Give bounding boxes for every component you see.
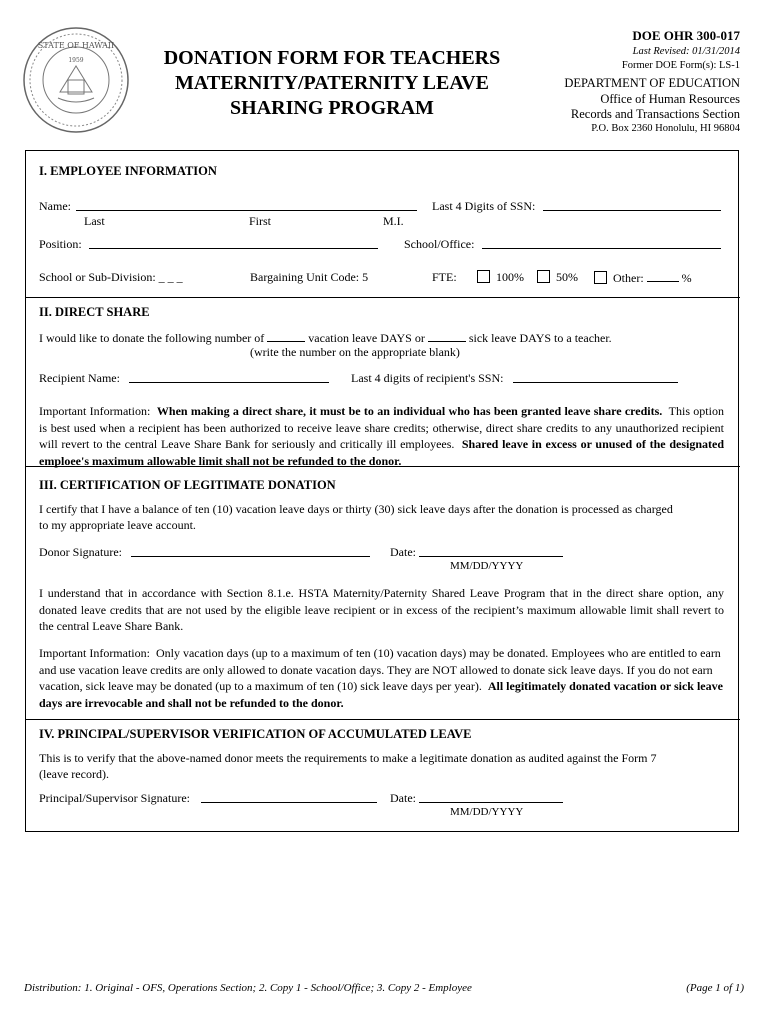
supervisor-date-label: Date: xyxy=(390,791,416,805)
school-office-field[interactable] xyxy=(482,237,721,249)
direct-share-important-info xyxy=(39,403,724,469)
donor-date-field[interactable] xyxy=(419,545,563,557)
sick-days-field[interactable] xyxy=(428,330,466,342)
fte-100-label: 100% xyxy=(496,270,524,284)
fte-label: FTE: xyxy=(432,270,457,284)
donor-signature-field[interactable] xyxy=(131,545,370,557)
donor-signature-label: Donor Signature: xyxy=(39,545,122,559)
donate-days-text-a: I would like to donate the following number of xyxy=(39,331,265,345)
school-office-label: School/Office: xyxy=(404,237,475,251)
mailing-address: P.O. Box 2360 Honolulu, HI 96804 xyxy=(591,123,740,134)
cert-important-text: Only vacation days (up to a maximum of ten (10) vacation days) may be donated. Employees who are entitled to earn and use vacation leave credits are only allowed to donate vacation days. They are NOT allowed to donate sick leave days. If you do not earn vacation, sick leave may be donated (up to a maximum of ten (10) sick leave days per year). xyxy=(39,646,721,693)
distribution-note: Distribution: 1. Original - OFS, Operations Section; 2. Copy 1 - School/Office; 3. Copy 2 - Employee xyxy=(24,982,472,994)
supervisor-signature-label: Principal/Supervisor Signature: xyxy=(39,791,190,805)
fte-100-option[interactable] xyxy=(477,270,524,285)
divider-1 xyxy=(25,297,740,298)
important-bold: When making a direct share, it must be to an individual who has been granted leave share credits. xyxy=(156,404,663,418)
fte-100-checkbox[interactable] xyxy=(477,270,490,283)
subdivision-label[interactable]: School or Sub-Division: _ _ _ xyxy=(39,270,183,284)
section-employee-info-title: I. EMPLOYEE INFORMATION xyxy=(39,164,217,178)
fte-other-checkbox[interactable] xyxy=(594,271,607,284)
position-label: Position: xyxy=(39,237,82,251)
important-text: This option is best used when a recipient has been authorized to receive leave share credits; otherwise, direct share credits to any unauthorized recipient will revert to the central Leave Share Bank for seriously and critically ill employees. xyxy=(39,404,724,451)
divider-3 xyxy=(25,719,740,720)
name-field[interactable] xyxy=(76,199,417,211)
verify-line-1: This is to verify that the above-named donor meets the requirements to make a legitimate donation as audited against the Form 7 xyxy=(39,751,657,765)
department-name: DEPARTMENT OF EDUCATION xyxy=(564,76,740,90)
recipient-ssn-field[interactable] xyxy=(513,371,678,383)
state-seal xyxy=(22,26,130,134)
middle-initial-caption: M.I. xyxy=(383,214,404,228)
fte-50-option[interactable] xyxy=(537,270,578,285)
donate-days-text-b: vacation leave DAYS or xyxy=(308,331,425,345)
certification-important-info xyxy=(39,645,724,711)
cert-important-prefix: Important Information: xyxy=(39,646,150,660)
seal-label: STATE OF HAWAII xyxy=(37,41,115,50)
donor-date-label: Date: xyxy=(390,545,416,559)
recipient-name-label: Recipient Name: xyxy=(39,371,120,385)
form-title-line1: DONATION FORM FOR TEACHERS xyxy=(163,47,501,69)
important-prefix: Important Information: xyxy=(39,404,151,418)
ssn-field[interactable] xyxy=(543,199,721,211)
form-title-line3: SHARING PROGRAM xyxy=(230,97,434,119)
understand-paragraph: I understand that in accordance with Section 8.1.e. HSTA Maternity/Paternity Shared Leave Program that in the direct share option, any donated leave credits that are not used by the eligible leave recipient or in excess of the recipient’s maximum allowable limit shall revert to the central Leave Share Bank. xyxy=(39,586,724,633)
page-number: (Page 1 of 1) xyxy=(686,982,744,994)
verify-line-2: (leave record). xyxy=(39,767,109,781)
divider-2 xyxy=(25,466,740,467)
certify-line-1: I certify that I have a balance of ten (10) vacation leave days or thirty (30) sick leave days after the donation is processed as charged xyxy=(39,502,673,516)
first-name-caption: First xyxy=(249,214,272,228)
supervisor-signature-field[interactable] xyxy=(201,791,377,803)
section-name: Records and Transactions Section xyxy=(570,107,740,121)
form-title-line2: MATERNITY/PATERNITY LEAVE xyxy=(175,72,489,94)
form-number: DOE OHR 300-017 xyxy=(632,28,740,43)
ssn-label: Last 4 Digits of SSN: xyxy=(432,199,536,213)
name-label: Name: xyxy=(39,199,71,213)
office-name: Office of Human Resources xyxy=(600,92,740,106)
donate-days-text-c: sick leave DAYS to a teacher. xyxy=(468,331,612,345)
cert-important-bold: All legitimately donated vacation or sick leave days are irrevocable and shall not be refunded to the donor. xyxy=(39,679,723,710)
position-field[interactable] xyxy=(89,237,378,249)
section-verification-title: IV. PRINCIPAL/SUPERVISOR VERIFICATION OF ACCUMULATED LEAVE xyxy=(39,727,472,741)
bargaining-unit-label: Bargaining Unit Code: 5 xyxy=(250,270,369,284)
section-certification-title: III. CERTIFICATION OF LEGITIMATE DONATION xyxy=(39,478,336,492)
recipient-name-field[interactable] xyxy=(129,371,329,383)
supervisor-date-format: MM/DD/YYYY xyxy=(450,806,524,818)
last-name-caption: Last xyxy=(84,214,105,228)
fte-50-label: 50% xyxy=(556,270,578,284)
last-revised: Last Revised: 01/31/2014 xyxy=(632,46,740,57)
fte-other-percent: % xyxy=(681,271,692,285)
fte-other-label: Other: xyxy=(613,271,644,285)
donate-days-note: (write the number on the appropriate blank) xyxy=(250,345,460,359)
supervisor-date-field[interactable] xyxy=(419,791,563,803)
section-direct-share-title: II. DIRECT SHARE xyxy=(39,305,150,319)
fte-other-option[interactable] xyxy=(594,270,692,286)
fte-50-checkbox[interactable] xyxy=(537,270,550,283)
recipient-ssn-label: Last 4 digits of recipient's SSN: xyxy=(351,371,504,385)
donate-days-sentence xyxy=(39,330,612,346)
donor-date-format: MM/DD/YYYY xyxy=(450,560,524,572)
seal-year: 1959 xyxy=(68,57,84,64)
former-form: Former DOE Form(s): LS-1 xyxy=(621,60,740,71)
important-bold-2: Shared leave in excess or unused of the designated emploee's maximum allowable limit shall not be refunded to the donor. xyxy=(39,437,724,468)
vacation-days-field[interactable] xyxy=(267,330,305,342)
state-seal-icon xyxy=(22,26,130,134)
certify-line-2: to my appropriate leave account. xyxy=(39,518,196,532)
fte-other-field[interactable] xyxy=(647,270,679,282)
